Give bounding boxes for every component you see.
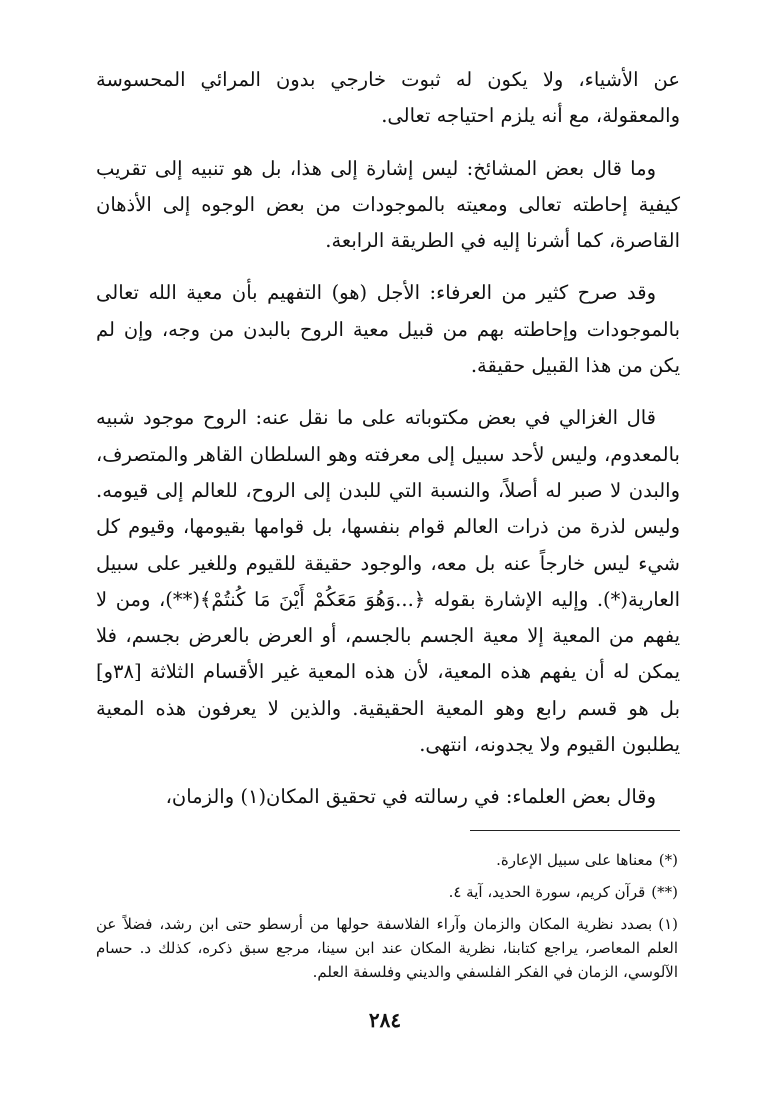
footnote-3 — [96, 912, 680, 984]
paragraph-5: وقال بعض العلماء: في رسالته في تحقيق المكان(١) والزمان، — [165, 785, 656, 809]
page-number: ٢٨٤ — [368, 1008, 402, 1032]
footnote-mark: (*) — [658, 851, 678, 869]
footnote-text: قرآن كريم، سورة الحديد، آية ٤. — [448, 883, 646, 901]
main-text — [96, 62, 680, 832]
footnote-mark: (١) — [658, 915, 678, 933]
footnote-mark: (**) — [651, 883, 678, 901]
footnote-1 — [96, 848, 680, 872]
footnote-text: معناها على سبيل الإعارة. — [496, 851, 653, 869]
paragraph-2: وما قال بعض المشائخ: ليس إشارة إلى هذا، بل هو تنبيه إلى تقريب كيفية إحاطته تعالى ومعيته بالموجودات من بعض الوجوه إلى الأذهان القاصرة، كما أشرنا إليه في الطريقة الرابعة. — [96, 156, 680, 253]
footnote-divider — [470, 830, 680, 831]
paragraph-3: وقد صرح كثير من العرفاء: الأجل (هو) التفهيم بأن معية الله تعالى بالموجودات وإحاطته بهم من قبيل معية الروح بالبدن من وجه، وإن لم يكن من هذا القبيل حقيقة. — [96, 281, 680, 378]
paragraph-1: عن الأشياء، ولا يكون له ثبوت خارجي بدون المرائي المحسوسة والمعقولة، مع أنه يلزم احتياجه تعالى. — [96, 68, 680, 128]
footnote-2 — [96, 880, 680, 904]
paragraph-4: قال الغزالي في بعض مكتوباته على ما نقل عنه: الروح موجود شبيه بالمعدوم، وليس لأحد سبيل إلى معرفته وهو السلطان القاهر والمتصرف، والبدن لا صبر له أصلاً، والنسبة التي للبدن إلى الروح، للعالم إلى قيومه. وليس لذرة من ذرات العالم قوام بنفسها، بل قوامها بقيومها، وقيوم كل شيء ليس خارجاً عنه بل معه، والوجود حقيقة للقيوم وللغير على سبيل العارية(*). وإليه الإشارة بقوله ﴿...وَهُوَ مَعَكُمْ أَيْنَ مَا كُنتُمْ﴾(**)، ومن لا يفهم من المعية إلا معية الجسم بالجسم، أو العرض بالعرض بجسم، فلا يمكن له أن يفهم هذه المعية، لأن هذه المعية غير الأقسام الثلاثة [٣٨و] بل هو قسم رابع وهو المعية الحقيقية. والذين لا يعرفون هذه المعية يطلبون القيوم ولا يجدونه، انتهى. — [96, 406, 680, 757]
footnote-text: بصدد نظرية المكان والزمان وآراء الفلاسفة حولها من أرسطو حتى ابن رشد، فضلاً عن العلم المعاصر، يراجع كتابنا، نظرية المكان عند ابن سينا، مرجع سبق ذكره، كذلك د. حسام الآلوسي، الزمان في الفكر الفلسفي والديني وفلسفة العلم. — [96, 915, 678, 981]
